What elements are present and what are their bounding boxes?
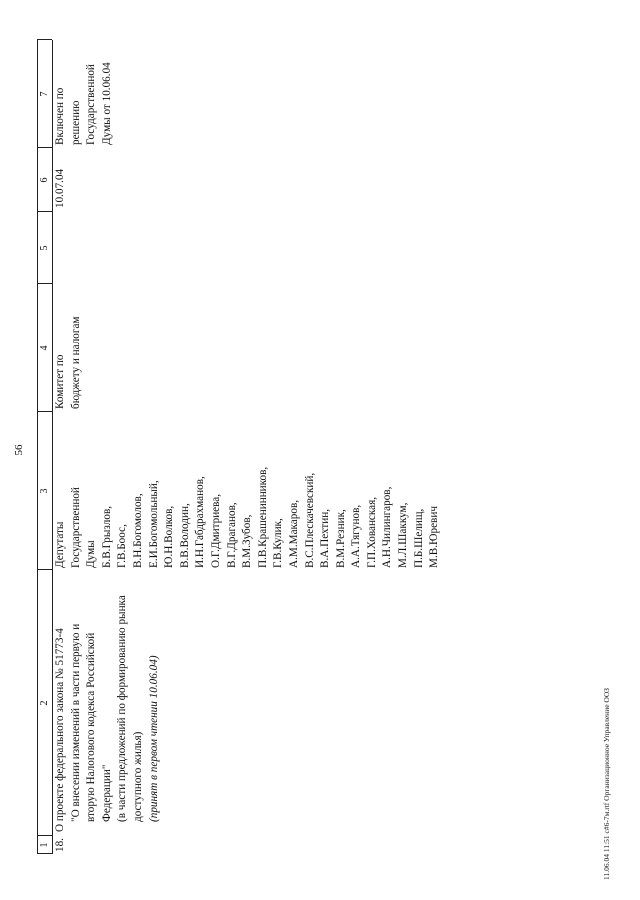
initiator-line: В.М.Зубов,	[241, 514, 254, 568]
initiator-line: А.А.Тягунов,	[350, 504, 363, 568]
decision-note-line: Государственной	[85, 64, 98, 145]
column-divider	[37, 147, 52, 148]
file-footer: 11.06.04 11:51 с#6-7м.rtf Организационное Управление ООЗ	[602, 688, 611, 880]
column-divider	[37, 39, 52, 40]
initiator-line: Г.В.Кулик,	[272, 518, 285, 568]
bill-title-line: (в части предложений по формированию рынка	[116, 595, 129, 822]
initiator-line: Г.В.Боос,	[116, 524, 129, 568]
bill-title-line: О проекте федерального закона № 51773-4	[54, 628, 66, 832]
decision-note-line: решению	[69, 100, 82, 145]
column-number-4: 4	[39, 345, 50, 351]
table-header-top-border	[37, 40, 38, 854]
initiator-line: А.Н.Чилингаров,	[381, 486, 394, 568]
bill-title-line: доступного жилья)	[131, 731, 144, 822]
committee	[53, 285, 84, 409]
initiator-line: Б.В.Грызлов,	[100, 505, 113, 568]
bill-title-line: "О внесении изменений в части первую и	[69, 623, 82, 822]
initiator-line: Е.И.Богомольный,	[147, 480, 160, 568]
column-number-7: 7	[39, 91, 50, 97]
initiator-line: В.С.Плескачевский,	[303, 472, 316, 568]
initiator-line: Думы	[85, 540, 98, 568]
initiator-line: М.Л.Шаккум,	[397, 502, 410, 568]
initiator-line: Депутаты	[54, 521, 66, 568]
column-divider	[37, 283, 52, 284]
committee-line: бюджету и налогам	[69, 316, 82, 409]
committee-line: Комитет по	[54, 354, 66, 409]
initiator-line: П.В.Крашенинников,	[256, 466, 269, 568]
column-number-6: 6	[39, 177, 50, 183]
column-divider	[37, 211, 52, 212]
initiator-line: В.В.Володин,	[178, 503, 191, 568]
initiator-line: В.М.Резник,	[334, 509, 347, 568]
bill-adoption-note: (принят в первом чтении 10.06.04)	[147, 655, 160, 822]
initiator-line: О.Г.Дмитриева,	[209, 493, 222, 568]
initiator-line: А.М.Макаров,	[287, 499, 300, 568]
bill-title	[53, 574, 162, 832]
decision-note-line: Думы от 10.06.04	[100, 62, 113, 145]
column-divider	[37, 411, 52, 412]
column-number-1: 1	[39, 842, 50, 848]
initiator-line: В.Н.Богомолов,	[131, 493, 144, 568]
initiator-line: В.Г.Драганов,	[225, 502, 238, 568]
column-number-3: 3	[39, 488, 50, 494]
initiator-line: Государственной	[69, 487, 82, 568]
initiator-line: П.Б.Шелищ,	[412, 508, 425, 568]
bill-title-line: Федерации"	[100, 764, 113, 822]
column-number-2: 2	[39, 700, 50, 706]
column-number-5: 5	[39, 245, 50, 251]
decision-note-line: Включен по	[54, 87, 66, 145]
initiator-line: И.Н.Габдрахманов,	[194, 476, 207, 568]
initiator-line: М.В.Юревич	[428, 506, 441, 568]
initiator-line: В.А.Пехтин,	[319, 508, 332, 568]
initiators-list	[53, 414, 443, 568]
bill-title-line: вторую Налогового кодекса Российской	[85, 632, 98, 822]
initiator-line: Г.П.Хованская,	[365, 496, 378, 568]
inclusion-date: 10.07.04	[54, 168, 66, 208]
page-number: 56	[13, 444, 25, 456]
initiator-line: Ю.Н.Волков,	[163, 505, 176, 568]
row-number: 18.	[54, 838, 66, 852]
decision-note	[53, 41, 115, 145]
column-divider	[37, 569, 52, 570]
